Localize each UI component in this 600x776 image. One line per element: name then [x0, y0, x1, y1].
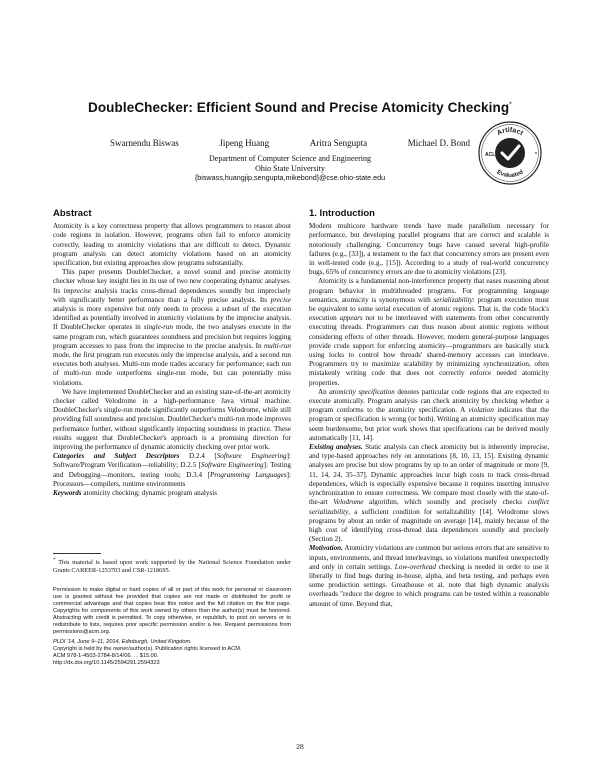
introduction-heading: 1. Introduction	[309, 208, 375, 219]
author-name: Jipeng Huang	[219, 138, 270, 148]
badge-left-text: ACL	[485, 152, 496, 158]
page-number: 28	[296, 742, 304, 751]
author-list	[110, 138, 470, 148]
email: {biswass,huangjip,sengupta,mikebond}@cse.ohio-state.edu	[194, 173, 386, 183]
intro-paragraph: Atomicity is a fundamental non-interference property that eases reasoning about program behavior in multithreaded programs. For programming language semantics, atomicity is synonymous with serializability: program execution must be equivalent to some serial execution of atomic regions. That is, the code block's execution appears not to be interleaved with statements from other concurrently executing threads. Programmers can thus reason about atomic regions without considering effects of other threads. However, modern general-purpose languages provide crude support for enforcing atomicity—programmers are basically stuck using locks to control how threads' shared-memory accesses can interleave. Programmers try to maximize scalability by minimizing synchronization, often mistakenly writing code that does not correctly enforce needed atomicity properties.	[309, 277, 549, 387]
intro-paragraph: Existing analyses. Static analysis can check atomicity but is inherently imprecise, and type-based approaches rely on annotations [8, 10, 13, 15]. Existing dynamic analyses are precise but slow programs by up to an order of magnitude or more [9, 11, 14, 24, 35–37]. Dynamic approaches incur high costs to track cross-thread dependences, which is especially expensive because it requires inserting intrusive synchronization to ensure correctness. We compare most closely with the state-of-the-art Velodrome algorithm, which soundly and precisely checks conflict serializability, a sufficient condition for serializability [14]. Velodrome slows programs by about an order of magnitude on average [14], mainly because of the high cost of identifying cross-thread data dependences soundly and precisely (Section 2).	[309, 443, 549, 544]
paper-title	[40, 100, 560, 115]
footnote-rule	[53, 553, 101, 554]
author-name: Michael D. Bond	[407, 138, 470, 148]
doi-link[interactable]: http://dx.doi.org/10.1145/2594291.2594323	[53, 660, 160, 666]
title-text: DoubleChecker: Efficient Sound and Precise Atomicity Checking	[87, 100, 510, 115]
categories-descriptors: Categories and Subject Descriptors D.2.4 [Software Engineering]: Software/Program Verification—reliability; D.2.5 [Software Engineering]: Testing and Debugging—monitors, testing tools; D.3.4 [Programming Languages]: Processors—compilers, runtime environments	[53, 452, 291, 488]
badge-bottom-text: Evaluated	[495, 169, 525, 180]
author-name: Swarnendu Biswas	[110, 138, 179, 148]
copyright-line: Copyright is held by the owner/author(s). Publication rights licensed to ACM.	[53, 646, 242, 652]
author-name: Aritra Sengupta	[309, 138, 368, 148]
permission-block	[53, 587, 291, 667]
intro-paragraph: Modern multicore hardware trends have made parallelism necessary for performance, but developing parallel programs that are correct and scalable is notoriously challenging. Concurrency bugs have caused several high-profile failures (e.g., [33]), a testament to the fact that concurrency errors are present even in well-tested code (e.g., [15]). According to a study of real-world concurrency bugs, 65% of concurrency errors are due to atomicity violations [23].	[309, 222, 549, 277]
affiliation	[160, 154, 420, 183]
abstract-heading: Abstract	[53, 208, 92, 219]
venue-line: PLDI '14, June 9–11, 2014, Edinburgh, United Kingdom.	[53, 639, 192, 645]
abstract-paragraph: This paper presents DoubleChecker, a novel sound and precise atomicity checker whose key insight lies in its use of two new cooperating dynamic analyses. Its imprecise analysis tracks cross-thread dependences soundly but imprecisely with significantly better performance than a fully precise analysis. Its precise analysis is more expensive but only needs to process a subset of the execution identified as potentially involved in atomicity violations by the imprecise analysis. If DoubleChecker operates in single-run mode, the two analyses execute in the same program run, which guarantees soundness and precision but requires logging program accesses to pass from the imprecise to the precise analysis. In multi-run mode, the first program run executes only the imprecise analysis, and a second run executes both analyses. Multi-run mode trades accuracy for performance; each run of multi-run mode outperforms single-run mode, but can potentially miss violations.	[53, 268, 291, 387]
intro-paragraph: Motivation. Atomicity violations are common but serious errors that are sensitive to inputs, environments, and thread interleavings, so violations manifest unexpectedly and only in certain settings. Low-overhead checking is needed in order to use it liberally to find bugs during in-house, alpha, and beta testing, and perhaps even some production settings. Greathouse et al. note that high dynamic analysis overheads "reduce the degree to which programs can be tested within a reasonable amount of time. Beyond that,	[309, 544, 550, 608]
title-footnote-mark: *	[509, 101, 512, 109]
badge-right-star: *	[535, 152, 537, 158]
funding-footnote: * This material is based upon work supported by the National Science Foundation under Grants CAREER-1253703 and CSR-1218695.	[53, 558, 291, 574]
department: Department of Computer Science and Engineering	[209, 154, 371, 163]
left-column	[53, 209, 291, 498]
isbn-line: ACM 978-1-4503-2784-8/14/06. . . $15.00.	[53, 653, 159, 659]
artifact-evaluated-badge-icon	[477, 120, 543, 186]
permission-text: Permission to make digital or hard copies of all or part of this work for personal or classroom use is granted without fee provided that copies are not made or distributed for profit or commercial advantage and that copies bear this notice and the full citation on the first page. Copyrights for components of this work owned by others than the author(s) must be honored. Abstracting with credit is permitted. To copy otherwise, or republish, to post on servers or to redistribute to lists, requires prior specific permission and/or a fee. Request permissions from permissions@acm.org.	[53, 587, 291, 635]
intro-paragraph: An atomicity specification denotes particular code regions that are expected to execute atomically. Program analysis can check atomicity by checking whether a program conforms to the atomicity specification. A violation indicates that the program or specification is wrong (or both). Writing an atomicity specification may seem burdensome, but prior work shows that specifications can be derived mostly automatically [11, 14].	[309, 387, 549, 442]
abstract-paragraph: We have implemented DoubleChecker and an existing state-of-the-art atomicity checker called Velodrome in a high-performance Java virtual machine. DoubleChecker's single-run mode significantly outperforms Velodrome, while still providing full soundness and precision. DoubleChecker's multi-run mode improves performance further, without significantly impacting soundness in practice. These results suggest that DoubleChecker's approach is a promising direction for improving the performance of dynamic atomicity checking over prior work.	[53, 387, 291, 452]
badge-top-text: Artifact	[496, 126, 525, 138]
keywords: Keywords atomicity checking; dynamic program analysis	[53, 489, 218, 498]
abstract-paragraph: Atomicity is a key correctness property that allows programmers to reason about code regions in isolation. However, programs often fail to enforce atomicity correctly, leading to atomicity violations that are difficult to detect. Dynamic program analysis can detect atomicity violations based on an atomicity specification, but existing approaches slow programs substantially.	[53, 222, 291, 268]
university: Ohio State University	[255, 163, 325, 173]
right-column	[309, 209, 549, 609]
